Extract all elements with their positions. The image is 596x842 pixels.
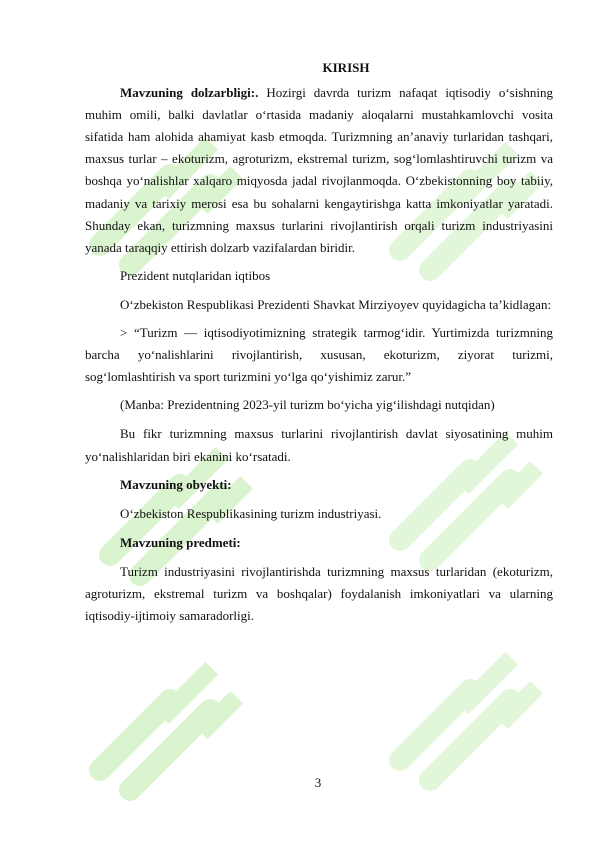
object-text: O‘zbekiston Respublikasining turizm industriyasi. xyxy=(120,505,382,521)
president-intro: O‘zbekiston Respublikasi Prezidenti Shavkat Mirziyoyev quyidagicha ta’kidlagan: xyxy=(120,296,552,312)
subject-label: Mavzuning predmeti: xyxy=(120,534,241,550)
subject-label-paragraph xyxy=(85,532,553,554)
relevance-label: Mavzuning dolzarbligi:. xyxy=(120,85,259,101)
section-heading: KIRISH xyxy=(322,60,370,75)
page-number: 3 xyxy=(314,775,322,790)
president-quote-title: Prezident nutqlaridan iqtibos xyxy=(120,267,271,283)
object-label-paragraph xyxy=(85,474,553,496)
president-quote: > “Turizm — iqtisodiyotimizning strategik tarmog‘idir. Yurtimizda turizmning barcha yo‘nalishlarini rivojlantirish, xususan, ekoturizm, ziyorat turizmi, sog‘lomlashtirish va sport turizmini yo‘lga qo‘yishimiz zarur.” xyxy=(85,325,553,385)
document-body xyxy=(85,57,553,633)
relevance-text: Hozirgi davrda turizm nafaqat iqtisodiy o‘sishning muhim omili, balki davlatlar o‘rtasida madaniy aloqalarni mustahkamlovchi vosita sifatida ham alohida ahamiyat kasb etmoqda. Turizmning an’anaviy turlaridan tashqari, maxsus turlar – ekoturizm, agroturizm, ekstremal turizm, sog‘lomlashtiruvchi turizm va boshqa yo‘nalishlar xalqaro miqyosda jadal rivojlanmoqda. O‘zbekistonning boy tabiiy, madaniy va tarixiy merosi esa bu sohalarni kengaytirishga katta imkoniyatlar yaratadi. Shunday ekan, turizmning maxsus turlarini rivojlantirish orqali turizm industriyasini yanada taraqqiy ettirish dolzarb vazifalardan biridir. xyxy=(85,85,553,255)
relevance-paragraph xyxy=(85,82,553,259)
quote-source: (Manba: Prezidentning 2023-yil turizm bo‘yicha yig‘ilishdagi nutqidan) xyxy=(120,397,495,413)
conclusion-paragraph: Bu fikr turizmning maxsus turlarini rivojlantirish davlat siyosatining muhim yo‘nalishlaridan biri ekanini ko‘rsatadi. xyxy=(85,426,553,464)
subject-text: Turizm industriyasini rivojlantirishda turizmning maxsus turlaridan (ekoturizm, agroturizm, ekstremal turizm va boshqalar) foydalanish imkoniyatlari va ularning iqtisodiy-ijtimoiy samaradorligi. xyxy=(85,563,553,624)
object-label: Mavzuning obyekti: xyxy=(120,476,232,492)
